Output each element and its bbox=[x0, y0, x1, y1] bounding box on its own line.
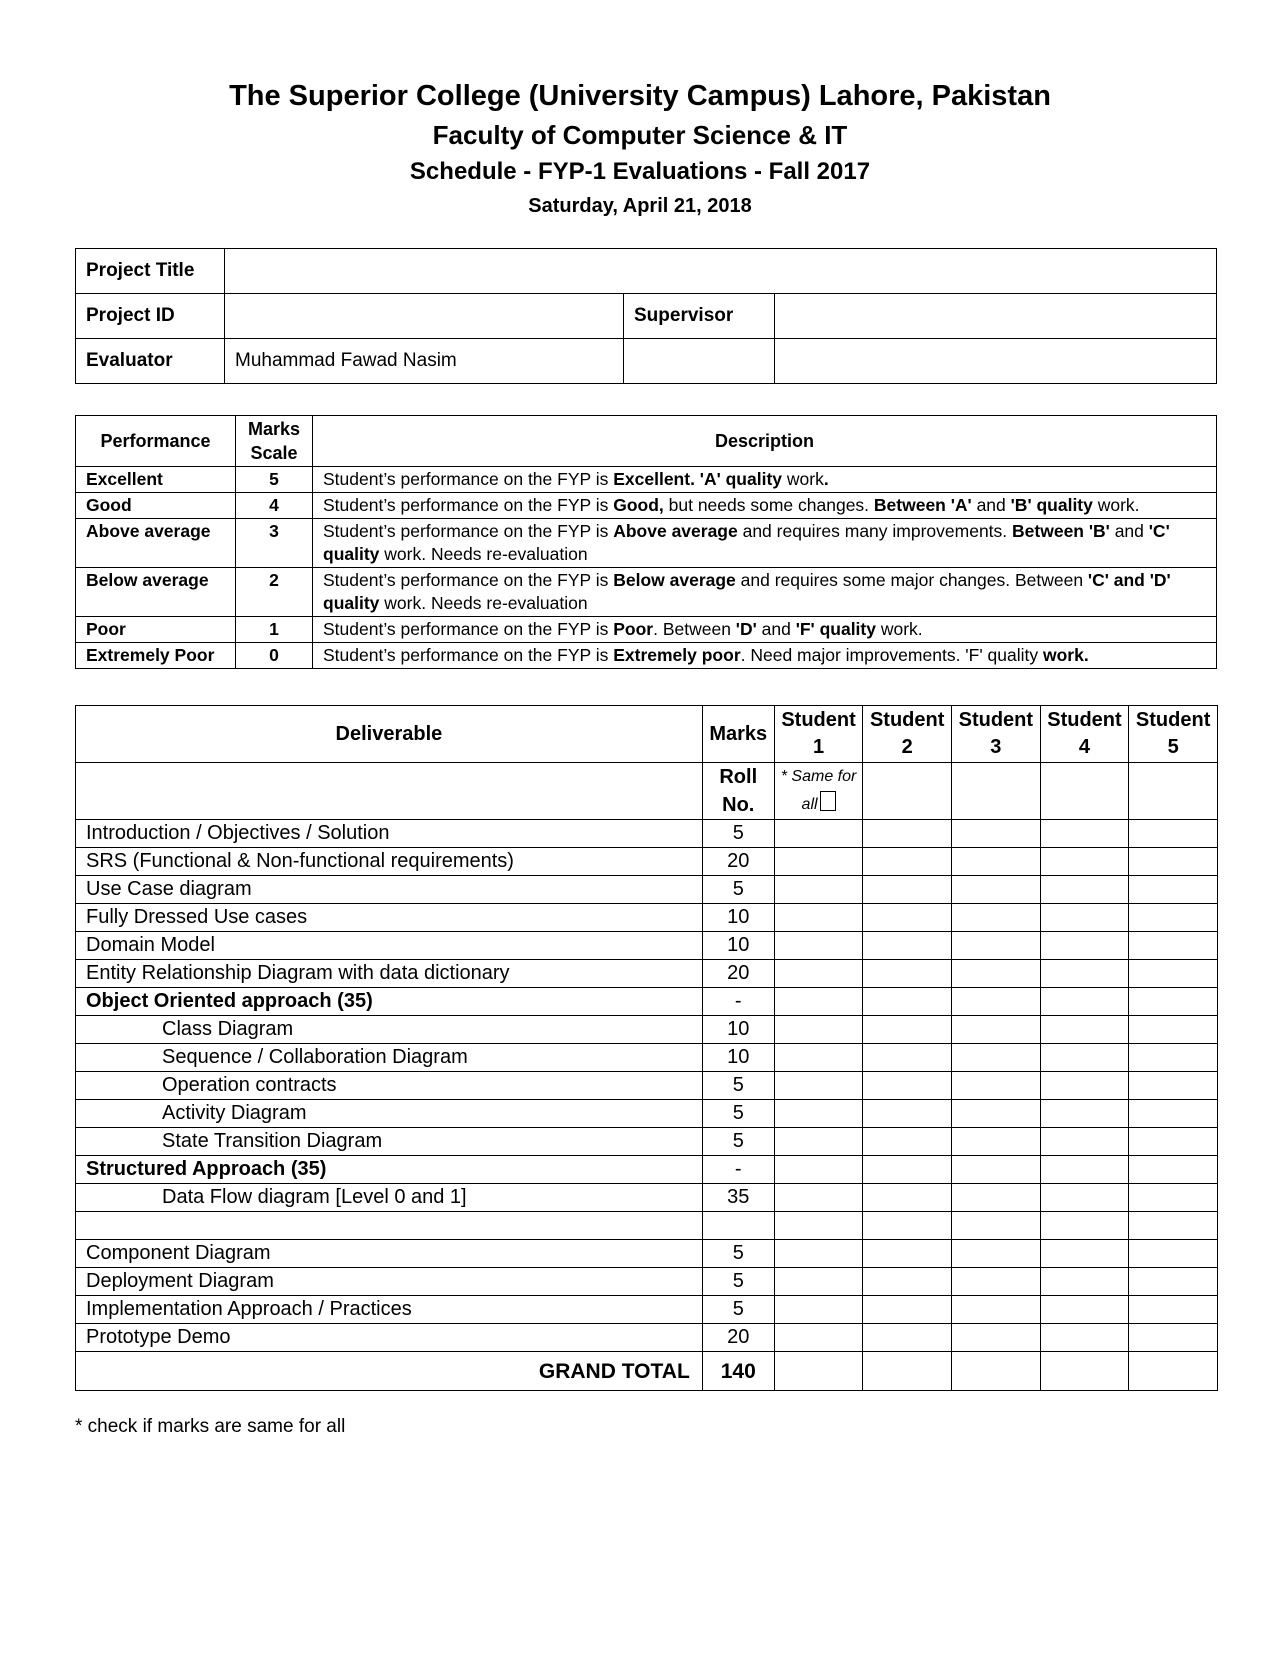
performance-header: Performance bbox=[76, 416, 236, 467]
marks-table bbox=[75, 705, 1218, 1391]
marks-scale-value: 2 bbox=[236, 568, 313, 617]
deliverable-row bbox=[76, 904, 1218, 932]
deliverable-name: Operation contracts bbox=[76, 1072, 703, 1100]
student-3-score-field[interactable] bbox=[952, 1324, 1041, 1352]
schedule-title: Schedule - FYP-1 Evaluations - Fall 2017 bbox=[409, 158, 871, 185]
student-total-field[interactable] bbox=[1040, 1352, 1129, 1391]
student-4-score-field[interactable] bbox=[1040, 848, 1129, 876]
student-5-score-field[interactable] bbox=[1129, 1100, 1218, 1128]
supervisor-label: Supervisor bbox=[624, 294, 775, 339]
student-1-score-field[interactable] bbox=[774, 876, 863, 904]
deliverable-row bbox=[76, 1072, 1218, 1100]
marks-scale-value: 0 bbox=[236, 643, 313, 669]
deliverable-marks bbox=[702, 1212, 774, 1240]
student-5-score-field[interactable] bbox=[1129, 1156, 1218, 1184]
student-4-score-field[interactable] bbox=[1040, 1212, 1129, 1240]
scale-header-row bbox=[76, 416, 1217, 467]
performance-level: Poor bbox=[76, 617, 236, 643]
student-1-score-field[interactable] bbox=[774, 1044, 863, 1072]
student-2-score-field[interactable] bbox=[863, 1016, 952, 1044]
grand-total-label: GRAND TOTAL bbox=[76, 1352, 703, 1391]
grand-total-value: 140 bbox=[702, 1352, 774, 1391]
deliverable-header: Deliverable bbox=[76, 706, 703, 763]
student-1-score-field[interactable] bbox=[774, 988, 863, 1016]
student-5-score-field[interactable] bbox=[1129, 904, 1218, 932]
deliverable-marks: 5 bbox=[702, 1240, 774, 1268]
student-5-score-field[interactable] bbox=[1129, 876, 1218, 904]
deliverable-row bbox=[76, 932, 1218, 960]
student-5-score-field[interactable] bbox=[1129, 932, 1218, 960]
deliverable-marks: 5 bbox=[702, 876, 774, 904]
grand-total-row bbox=[76, 1352, 1218, 1391]
deliverable-name: Introduction / Objectives / Solution bbox=[76, 820, 703, 848]
scale-row bbox=[76, 568, 1217, 617]
student-4-score-field[interactable] bbox=[1040, 820, 1129, 848]
student-2-score-field[interactable] bbox=[863, 960, 952, 988]
marks-scale-value: 5 bbox=[236, 467, 313, 493]
student-3-score-field[interactable] bbox=[952, 1128, 1041, 1156]
performance-description: Student’s performance on the FYP is Good, but needs some changes. Between 'A' and 'B' quality work. bbox=[313, 493, 1217, 519]
student-4-score-field[interactable] bbox=[1040, 1016, 1129, 1044]
marks-header: Marks bbox=[702, 706, 774, 763]
student-2-score-field[interactable] bbox=[863, 1100, 952, 1128]
marks-header-row bbox=[76, 706, 1218, 763]
deliverable-marks: 10 bbox=[702, 1044, 774, 1072]
student-3-score-field[interactable] bbox=[952, 876, 1041, 904]
deliverable-marks: 20 bbox=[702, 1324, 774, 1352]
student-2-score-field[interactable] bbox=[863, 1072, 952, 1100]
deliverable-row bbox=[76, 820, 1218, 848]
student-5-score-field[interactable] bbox=[1129, 960, 1218, 988]
deliverable-name: Implementation Approach / Practices bbox=[76, 1296, 703, 1324]
roll-no-field[interactable] bbox=[1129, 763, 1218, 820]
student-3-score-field[interactable] bbox=[952, 1296, 1041, 1324]
deliverable-marks: 5 bbox=[702, 820, 774, 848]
student-2-score-field[interactable] bbox=[863, 1156, 952, 1184]
student-5-score-field[interactable] bbox=[1129, 1324, 1218, 1352]
student-1-score-field[interactable] bbox=[774, 820, 863, 848]
empty-cell bbox=[624, 339, 775, 384]
deliverable-row bbox=[76, 1128, 1218, 1156]
student-2-score-field[interactable] bbox=[863, 876, 952, 904]
performance-level: Below average bbox=[76, 568, 236, 617]
student-3-score-field[interactable] bbox=[952, 1240, 1041, 1268]
student-4-score-field[interactable] bbox=[1040, 876, 1129, 904]
student-4-score-field[interactable] bbox=[1040, 988, 1129, 1016]
student-2-score-field[interactable] bbox=[863, 1268, 952, 1296]
student-2-score-field[interactable] bbox=[863, 1184, 952, 1212]
student-4-score-field[interactable] bbox=[1040, 1184, 1129, 1212]
student-4-score-field[interactable] bbox=[1040, 1296, 1129, 1324]
deliverable-marks: 5 bbox=[702, 1128, 774, 1156]
deliverable-marks: - bbox=[702, 1156, 774, 1184]
same-for-all-checkbox[interactable] bbox=[820, 791, 836, 811]
student-4-score-field[interactable] bbox=[1040, 1268, 1129, 1296]
student-5-score-field[interactable] bbox=[1129, 1184, 1218, 1212]
deliverable-row bbox=[76, 1324, 1218, 1352]
deliverable-name: Deployment Diagram bbox=[76, 1268, 703, 1296]
student-4-score-field[interactable] bbox=[1040, 1072, 1129, 1100]
student-3-score-field[interactable] bbox=[952, 932, 1041, 960]
deliverable-name: Prototype Demo bbox=[76, 1324, 703, 1352]
student-3-score-field[interactable] bbox=[952, 848, 1041, 876]
project-title-field[interactable] bbox=[225, 249, 1217, 294]
deliverable-marks: 5 bbox=[702, 1268, 774, 1296]
project-id-row bbox=[76, 294, 1217, 339]
student-3-score-field[interactable] bbox=[952, 1044, 1041, 1072]
empty-cell bbox=[76, 763, 703, 820]
scale-row bbox=[76, 467, 1217, 493]
student-1-score-field[interactable] bbox=[774, 1240, 863, 1268]
deliverable-row bbox=[76, 1016, 1218, 1044]
student-4-score-field[interactable] bbox=[1040, 904, 1129, 932]
student-5-score-field[interactable] bbox=[1129, 1296, 1218, 1324]
student-5-score-field[interactable] bbox=[1129, 1128, 1218, 1156]
student-1-score-field[interactable] bbox=[774, 904, 863, 932]
student-1-score-field[interactable] bbox=[774, 1128, 863, 1156]
deliverable-row bbox=[76, 848, 1218, 876]
scale-row bbox=[76, 643, 1217, 669]
student-1-header: Student 1 bbox=[774, 706, 863, 763]
student-5-score-field[interactable] bbox=[1129, 1268, 1218, 1296]
roll-no-label: Roll No. bbox=[702, 763, 774, 820]
student-2-score-field[interactable] bbox=[863, 1044, 952, 1072]
student-2-score-field[interactable] bbox=[863, 1240, 952, 1268]
student-2-score-field[interactable] bbox=[863, 1212, 952, 1240]
student-4-score-field[interactable] bbox=[1040, 960, 1129, 988]
performance-description: Student’s performance on the FYP is Excellent. 'A' quality work. bbox=[313, 467, 1217, 493]
student-1-score-field[interactable] bbox=[774, 1296, 863, 1324]
student-1-score-field[interactable] bbox=[774, 1156, 863, 1184]
deliverables-body bbox=[76, 820, 1218, 1352]
student-4-score-field[interactable] bbox=[1040, 1324, 1129, 1352]
performance-level: Above average bbox=[76, 519, 236, 568]
student-5-header: Student 5 bbox=[1129, 706, 1218, 763]
student-1-score-field[interactable] bbox=[774, 1212, 863, 1240]
deliverable-name: Fully Dressed Use cases bbox=[76, 904, 703, 932]
evaluation-date: Saturday, April 21, 2018 bbox=[528, 195, 752, 217]
student-5-score-field[interactable] bbox=[1129, 1044, 1218, 1072]
deliverable-row bbox=[76, 1212, 1218, 1240]
project-id-field[interactable] bbox=[225, 294, 624, 339]
student-total-field[interactable] bbox=[1129, 1352, 1218, 1391]
deliverable-row bbox=[76, 1296, 1218, 1324]
roll-number-row bbox=[76, 763, 1218, 820]
marks-scale-value: 1 bbox=[236, 617, 313, 643]
deliverable-name: Object Oriented approach (35) bbox=[76, 988, 703, 1016]
deliverable-row bbox=[76, 876, 1218, 904]
student-2-score-field[interactable] bbox=[863, 820, 952, 848]
student-3-score-field[interactable] bbox=[952, 904, 1041, 932]
student-4-score-field[interactable] bbox=[1040, 932, 1129, 960]
student-4-score-field[interactable] bbox=[1040, 1240, 1129, 1268]
deliverable-row bbox=[76, 1044, 1218, 1072]
deliverable-row bbox=[76, 988, 1218, 1016]
performance-description: Student’s performance on the FYP is Poor. Between 'D' and 'F' quality work. bbox=[313, 617, 1217, 643]
deliverable-marks: 10 bbox=[702, 932, 774, 960]
supervisor-field[interactable] bbox=[775, 294, 1217, 339]
project-title-label: Project Title bbox=[76, 249, 225, 294]
description-header: Description bbox=[313, 416, 1217, 467]
deliverable-name: SRS (Functional & Non-functional requirements) bbox=[76, 848, 703, 876]
project-title-row bbox=[76, 249, 1217, 294]
deliverable-name: Use Case diagram bbox=[76, 876, 703, 904]
student-3-score-field[interactable] bbox=[952, 1268, 1041, 1296]
student-1-score-field[interactable] bbox=[774, 1016, 863, 1044]
deliverable-marks: - bbox=[702, 988, 774, 1016]
student-3-score-field[interactable] bbox=[952, 1212, 1041, 1240]
student-5-score-field[interactable] bbox=[1129, 988, 1218, 1016]
deliverable-name: Class Diagram bbox=[76, 1016, 703, 1044]
deliverable-marks: 10 bbox=[702, 1016, 774, 1044]
student-5-score-field[interactable] bbox=[1129, 1016, 1218, 1044]
student-5-score-field[interactable] bbox=[1129, 1240, 1218, 1268]
project-info-table bbox=[75, 248, 1217, 384]
student-2-score-field[interactable] bbox=[863, 988, 952, 1016]
performance-description: Student’s performance on the FYP is Extremely poor. Need major improvements. 'F' quality work. bbox=[313, 643, 1217, 669]
same-for-all-cell: * Same for all bbox=[774, 763, 863, 820]
student-2-score-field[interactable] bbox=[863, 1324, 952, 1352]
student-5-score-field[interactable] bbox=[1129, 848, 1218, 876]
deliverable-marks: 5 bbox=[702, 1296, 774, 1324]
student-1-score-field[interactable] bbox=[774, 1324, 863, 1352]
deliverable-name: Structured Approach (35) bbox=[76, 1156, 703, 1184]
student-1-score-field[interactable] bbox=[774, 848, 863, 876]
student-1-score-field[interactable] bbox=[774, 1072, 863, 1100]
faculty-title: Faculty of Computer Science & IT bbox=[432, 120, 848, 150]
student-3-score-field[interactable] bbox=[952, 1016, 1041, 1044]
deliverable-name: Activity Diagram bbox=[76, 1100, 703, 1128]
performance-level: Excellent bbox=[76, 467, 236, 493]
student-3-score-field[interactable] bbox=[952, 960, 1041, 988]
student-4-score-field[interactable] bbox=[1040, 1128, 1129, 1156]
student-4-header: Student 4 bbox=[1040, 706, 1129, 763]
scale-row bbox=[76, 617, 1217, 643]
deliverable-name: Domain Model bbox=[76, 932, 703, 960]
student-3-score-field[interactable] bbox=[952, 1156, 1041, 1184]
student-3-score-field[interactable] bbox=[952, 1184, 1041, 1212]
evaluator-row bbox=[76, 339, 1217, 384]
scale-row bbox=[76, 493, 1217, 519]
empty-cell bbox=[775, 339, 1217, 384]
performance-level: Good bbox=[76, 493, 236, 519]
student-3-score-field[interactable] bbox=[952, 988, 1041, 1016]
evaluator-label: Evaluator bbox=[76, 339, 225, 384]
student-4-score-field[interactable] bbox=[1040, 1044, 1129, 1072]
deliverable-row bbox=[76, 1268, 1218, 1296]
student-2-score-field[interactable] bbox=[863, 848, 952, 876]
footnote: * check if marks are same for all bbox=[75, 1416, 346, 1437]
deliverable-name: Entity Relationship Diagram with data dictionary bbox=[76, 960, 703, 988]
student-5-score-field[interactable] bbox=[1129, 1212, 1218, 1240]
student-2-score-field[interactable] bbox=[863, 1128, 952, 1156]
student-5-score-field[interactable] bbox=[1129, 1072, 1218, 1100]
deliverable-marks: 5 bbox=[702, 1100, 774, 1128]
deliverable-name: Sequence / Collaboration Diagram bbox=[76, 1044, 703, 1072]
scale-row bbox=[76, 519, 1217, 568]
deliverable-row bbox=[76, 960, 1218, 988]
student-3-score-field[interactable] bbox=[952, 1100, 1041, 1128]
roll-no-field[interactable] bbox=[952, 763, 1041, 820]
project-id-label: Project ID bbox=[76, 294, 225, 339]
student-5-score-field[interactable] bbox=[1129, 820, 1218, 848]
student-total-field[interactable] bbox=[774, 1352, 863, 1391]
institution-title: The Superior College (University Campus) Lahore, Pakistan bbox=[229, 80, 1051, 112]
student-1-score-field[interactable] bbox=[774, 960, 863, 988]
deliverable-name: Component Diagram bbox=[76, 1240, 703, 1268]
marks-scale-value: 3 bbox=[236, 519, 313, 568]
performance-description: Student’s performance on the FYP is Above average and requires many improvements. Between 'B' and 'C' quality work. Needs re-evaluation bbox=[313, 519, 1217, 568]
roll-no-field[interactable] bbox=[1040, 763, 1129, 820]
evaluator-value: Muhammad Fawad Nasim bbox=[225, 339, 624, 384]
deliverable-marks: 20 bbox=[702, 960, 774, 988]
student-1-score-field[interactable] bbox=[774, 1184, 863, 1212]
deliverable-row bbox=[76, 1240, 1218, 1268]
student-total-field[interactable] bbox=[952, 1352, 1041, 1391]
student-3-score-field[interactable] bbox=[952, 1072, 1041, 1100]
performance-scale-table bbox=[75, 415, 1217, 669]
performance-description: Student’s performance on the FYP is Below average and requires some major changes. Between 'C' and 'D' quality work. Needs re-evaluation bbox=[313, 568, 1217, 617]
deliverable-row bbox=[76, 1100, 1218, 1128]
student-1-score-field[interactable] bbox=[774, 1100, 863, 1128]
deliverable-marks: 5 bbox=[702, 1072, 774, 1100]
marks-scale-value: 4 bbox=[236, 493, 313, 519]
student-3-header: Student 3 bbox=[952, 706, 1041, 763]
student-1-score-field[interactable] bbox=[774, 1268, 863, 1296]
deliverable-row bbox=[76, 1184, 1218, 1212]
deliverable-name bbox=[76, 1212, 703, 1240]
student-2-score-field[interactable] bbox=[863, 932, 952, 960]
student-1-score-field[interactable] bbox=[774, 932, 863, 960]
roll-no-field[interactable] bbox=[863, 763, 952, 820]
deliverable-name: Data Flow diagram [Level 0 and 1] bbox=[76, 1184, 703, 1212]
student-2-header: Student 2 bbox=[863, 706, 952, 763]
deliverable-marks: 10 bbox=[702, 904, 774, 932]
deliverable-marks: 20 bbox=[702, 848, 774, 876]
document-header bbox=[0, 76, 1280, 222]
marks-scale-header: Marks Scale bbox=[236, 416, 313, 467]
student-2-score-field[interactable] bbox=[863, 1296, 952, 1324]
student-2-score-field[interactable] bbox=[863, 904, 952, 932]
student-4-score-field[interactable] bbox=[1040, 1156, 1129, 1184]
deliverable-row bbox=[76, 1156, 1218, 1184]
deliverable-marks: 35 bbox=[702, 1184, 774, 1212]
student-total-field[interactable] bbox=[863, 1352, 952, 1391]
deliverable-name: State Transition Diagram bbox=[76, 1128, 703, 1156]
student-4-score-field[interactable] bbox=[1040, 1100, 1129, 1128]
student-3-score-field[interactable] bbox=[952, 820, 1041, 848]
performance-level: Extremely Poor bbox=[76, 643, 236, 669]
